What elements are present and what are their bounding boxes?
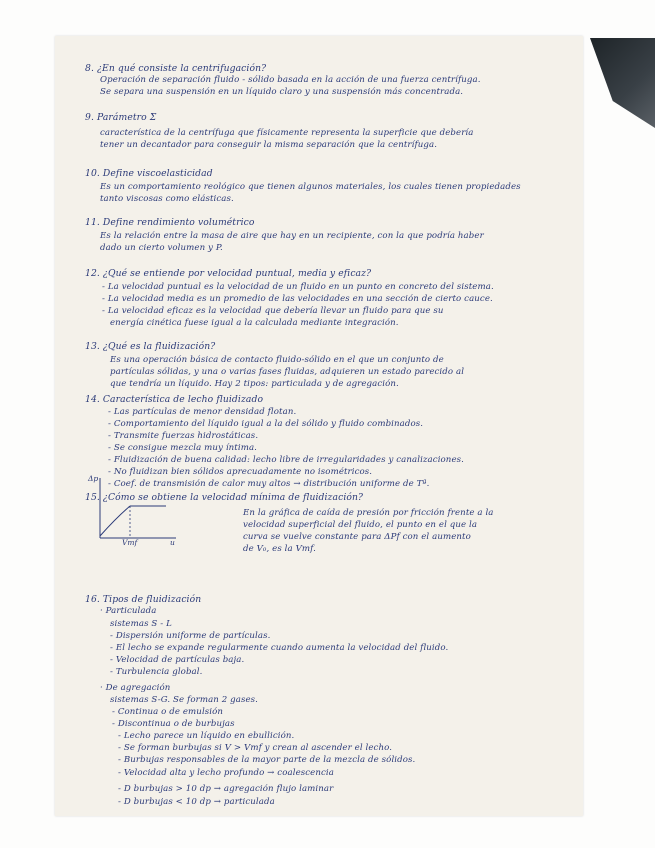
answer-line: - Velocidad alta y lecho profundo → coalescencia	[118, 768, 334, 778]
rising-curve	[100, 506, 130, 536]
question-title: 9. Parámetro Σ	[85, 112, 157, 123]
answer-line: Es una operación básica de contacto fluido-sólido en el que un conjunto de	[110, 355, 444, 365]
answer-line: partículas sólidas, y una o varias fases fluidas, adquieren un estado parecido al	[110, 367, 465, 377]
answer-line: - Se forman burbujas si V > Vmf y crean al ascender el lecho.	[118, 743, 393, 753]
answer-line: - Se consigue mezcla muy íntima.	[108, 443, 258, 453]
graph-vmf-label: Vmf	[122, 538, 138, 547]
answer-line: - Fluidización de buena calidad: lecho libre de irregularidades y canalizaciones.	[108, 455, 464, 465]
answer-line: - No fluidizan bien sólidos aprecuadamente no isométricos.	[108, 467, 373, 477]
question-title: 14. Característica de lecho fluidizado	[85, 394, 264, 405]
answer-line: Es la relación entre la masa de aire que hay en un recipiente, con la que podría haber	[100, 231, 484, 241]
answer-line: dado un cierto volumen y P.	[100, 243, 223, 253]
answer-line: característica de la centrífuga que físicamente representa la superficie que debería	[100, 128, 474, 138]
answer-line: - Discontinua o de burbujas	[112, 719, 235, 729]
answer-line: - Lecho parece un líquido en ebullición.	[118, 731, 295, 741]
answer-line: - El lecho se expande regularmente cuando aumenta la velocidad del fluido.	[110, 643, 449, 653]
question-title: 11. Define rendimiento volumétrico	[85, 217, 255, 228]
answer-line: sistemas S-G. Se forman 2 gases.	[110, 695, 259, 705]
answer-line: - La velocidad puntual es la velocidad de un fluido en un punto en concreto del sistema.	[102, 282, 494, 292]
answer-line: Es un comportamiento reológico que tienen algunos materiales, los cuales tienen propiedades	[100, 182, 521, 192]
answer-line: sistemas S - L	[110, 619, 172, 629]
answer-line: de V₀, es la Vmf.	[243, 544, 316, 554]
question-title: 15. ¿Cómo se obtiene la velocidad mínima de fluidización?	[85, 492, 364, 503]
graph-xlabel: u	[170, 538, 175, 547]
pressure-drop-graph	[86, 474, 178, 546]
answer-line: Se separa una suspensión en un líquido claro y una suspensión más concentrada.	[100, 87, 464, 97]
answer-line: Operación de separación fluido - sólido basada en la acción de una fuerza centrífuga.	[100, 75, 481, 85]
answer-line: · Particulada	[100, 606, 157, 616]
answer-line: - Las partículas de menor densidad flotan.	[108, 407, 297, 417]
answer-line: - Dispersión uniforme de partículas.	[110, 631, 271, 641]
answer-line: curva se vuelve constante para ΔPf con el aumento	[243, 532, 471, 542]
answer-line: - D burbujas < 10 dp → particulada	[118, 797, 275, 807]
scan-shadow-corner	[590, 38, 655, 128]
answer-line: - Coef. de transmisión de calor muy altos → distribución uniforme de Tª.	[108, 479, 430, 489]
answer-line: En la gráfica de caída de presión por fricción frente a la	[243, 508, 494, 518]
question-title: 13. ¿Qué es la fluidización?	[85, 341, 216, 352]
question-title: 12. ¿Qué se entiende por velocidad puntual, media y eficaz?	[85, 268, 372, 279]
answer-line: - Velocidad de partículas baja.	[110, 655, 245, 665]
question-title: 8. ¿En qué consiste la centrifugación?	[85, 63, 267, 74]
answer-line: - Continua o de emulsión	[112, 707, 224, 717]
answer-line: - Burbujas responsables de la mayor parte de la mezcla de sólidos.	[118, 755, 416, 765]
answer-line: - D burbujas > 10 dp → agregación flujo laminar	[118, 784, 334, 794]
graph-ylabel: Δp	[88, 474, 99, 483]
answer-line: - Transmite fuerzas hidrostáticas.	[108, 431, 259, 441]
answer-line: tanto viscosas como elásticas.	[100, 194, 234, 204]
answer-line: - Turbulencia global.	[110, 667, 203, 677]
answer-line: tener un decantador para conseguir la misma separación que la centrífuga.	[100, 140, 438, 150]
answer-line: que tendría un líquido. Hay 2 tipos: particulada y de agregación.	[110, 379, 399, 389]
answer-line: - Comportamiento del líquido igual a la del sólido y fluido combinados.	[108, 419, 424, 429]
answer-line: energía cinética fuese igual a la calculada mediante integración.	[110, 318, 399, 328]
question-title: 10. Define viscoelasticidad	[85, 168, 213, 179]
answer-line: · De agregación	[100, 683, 171, 693]
answer-line: - La velocidad media es un promedio de las velocidades en una sección de cierto cauce.	[102, 294, 493, 304]
question-title: 16. Tipos de fluidización	[85, 594, 202, 605]
answer-line: - La velocidad eficaz es la velocidad que debería llevar un fluido para que su	[102, 306, 444, 316]
answer-line: velocidad superficial del fluido, el punto en el que la	[243, 520, 478, 530]
pressure-drop-sketch	[86, 474, 178, 546]
